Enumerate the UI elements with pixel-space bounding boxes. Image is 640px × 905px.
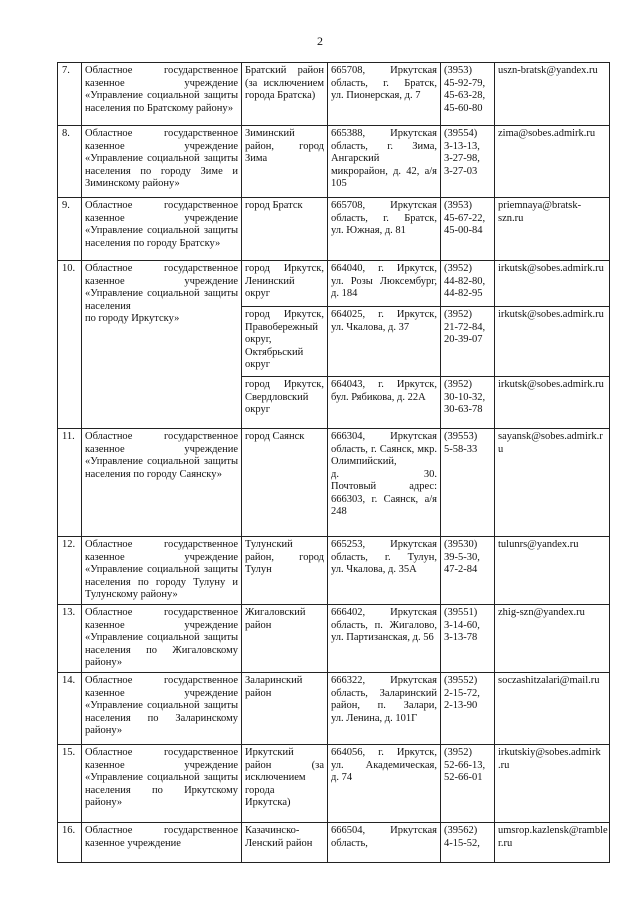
email	[495, 198, 610, 261]
email	[495, 63, 610, 126]
address-line: 248	[331, 506, 347, 517]
phone-line: 45-00-84	[444, 225, 483, 236]
organization-name-line: Областное государственное	[85, 539, 238, 550]
service-area	[242, 307, 328, 377]
service-area-line: округ	[245, 404, 271, 415]
phone-line: 3-27-98,	[444, 153, 480, 164]
address-line: 666504, Иркутская	[331, 825, 437, 836]
organization-name-line: Областное государственное	[85, 128, 238, 139]
service-area	[242, 261, 328, 307]
organization-name-line: казенное учреждение	[85, 443, 238, 455]
organization-name-line: «Управление социальной защиты	[85, 153, 238, 164]
service-area-line: город Иркутск,	[245, 309, 324, 320]
organization-name	[82, 537, 242, 605]
email-line: uszn-bratsk@yandex.ru	[498, 65, 598, 76]
address-line: ул. Южная, д. 81	[331, 225, 406, 236]
address-line: 666402, Иркутская	[331, 607, 437, 618]
address-line: 665388, Иркутская	[331, 128, 437, 139]
phone-line: (39553)	[444, 431, 478, 442]
address-line: бул. Рябикова, д. 22А	[331, 391, 426, 403]
row-number: 12.	[58, 537, 82, 605]
email-line: irkutskiy@sobes.admirk	[498, 747, 601, 758]
phone	[441, 823, 495, 863]
email-line: zima@sobes.admirk.ru	[498, 128, 596, 139]
service-area	[242, 673, 328, 745]
address-line: область, г. Братск,	[331, 212, 437, 224]
service-area	[242, 823, 328, 863]
phone	[441, 63, 495, 126]
email-line: .ru	[498, 759, 510, 771]
organization-name-line: Областное государственное	[85, 825, 238, 836]
phone	[441, 673, 495, 745]
organization-name-line: населения по городу Саянску»	[85, 468, 223, 480]
service-area-line: исключением	[245, 772, 306, 783]
email-line: zhig-szn@yandex.ru	[498, 607, 585, 618]
email-line: priemnaya@bratsk-	[498, 200, 582, 211]
phone-line: (3952)	[444, 263, 472, 274]
email	[495, 537, 610, 605]
organization-name-line: Областное государственное	[85, 263, 238, 274]
organization-name-line: Тулунскому району»	[85, 589, 178, 600]
phone	[441, 198, 495, 261]
organization-name-line: Областное государственное	[85, 200, 238, 211]
email-line: soczashitzalari@mail.ru	[498, 675, 600, 686]
service-area-line: Свердловский	[245, 391, 309, 403]
address-line: область, Заларинский	[331, 687, 437, 699]
email	[495, 605, 610, 673]
table-row	[58, 63, 610, 126]
phone-line: 3-14-60,	[444, 619, 480, 631]
address	[328, 377, 441, 429]
service-area-line: Зима	[245, 153, 268, 164]
email-line: r.ru	[498, 837, 513, 849]
address-line: область,	[331, 837, 368, 849]
phone-line: 2-15-72,	[444, 687, 480, 699]
service-area	[242, 605, 328, 673]
service-area-line: округ,	[245, 334, 272, 345]
phone-line: 3-13-13,	[444, 140, 480, 152]
organization-name	[82, 605, 242, 673]
address	[328, 307, 441, 377]
phone	[441, 537, 495, 605]
phone-line: 47-2-84	[444, 564, 478, 575]
organization-name	[82, 63, 242, 126]
row-number: 7.	[58, 63, 82, 126]
service-area	[242, 429, 328, 537]
email	[495, 673, 610, 745]
organization-name-line: «Управление социальной защиты	[85, 564, 238, 575]
phone-line: (3953)	[444, 200, 472, 211]
service-area-line: Иркутский	[245, 747, 294, 758]
service-area-line: Тулун	[245, 564, 272, 575]
phone-line: (3952)	[444, 747, 472, 758]
address	[328, 537, 441, 605]
service-area-line: округ	[245, 288, 271, 299]
email	[495, 377, 610, 429]
organization-name-line: населения по городу Братску»	[85, 237, 221, 249]
organization-name-line: Областное государственное	[85, 431, 238, 442]
phone-line: 39-5-30,	[444, 551, 480, 563]
organization-name	[82, 673, 242, 745]
table-row	[58, 745, 610, 823]
phone-line: 45-60-80	[444, 102, 483, 114]
phone-line: 52-66-13,	[444, 759, 486, 771]
organization-name	[82, 745, 242, 823]
address-line: район, п. Залари,	[331, 700, 437, 711]
address-line: область, г. Братск,	[331, 77, 437, 89]
organization-name-line: казенное учреждение	[85, 212, 238, 224]
address-line: ул. Пионерская, д. 7	[331, 90, 421, 101]
phone-line: (3952)	[444, 309, 472, 320]
address-line: ул. Академическая,	[331, 759, 437, 771]
address-line: ул. Розы Люксембург,	[331, 275, 437, 287]
email	[495, 307, 610, 377]
organization-name-line: населения по Жигаловскому	[85, 644, 238, 656]
table-row	[58, 429, 610, 537]
phone-line: 20-39-07	[444, 334, 483, 345]
email	[495, 261, 610, 307]
service-area	[242, 745, 328, 823]
address-line: микрорайон, д. 42, а/я	[331, 165, 437, 177]
address-line: Ангарский	[331, 153, 380, 164]
organization-name-line: населения по Заларинскому	[85, 712, 238, 724]
service-area-line: Жигаловский	[245, 607, 306, 618]
address	[328, 198, 441, 261]
address	[328, 261, 441, 307]
service-area-line: Заларинский	[245, 675, 303, 686]
email	[495, 745, 610, 823]
row-number: 13.	[58, 605, 82, 673]
service-area	[242, 377, 328, 429]
phone	[441, 126, 495, 198]
service-area-line: район	[245, 619, 272, 631]
address	[328, 823, 441, 863]
service-area-line: Казачинско-	[245, 825, 300, 836]
table-row	[58, 673, 610, 745]
phone-line: (3953)	[444, 65, 472, 76]
service-area	[242, 63, 328, 126]
address-line: 665253, Иркутская	[331, 539, 437, 550]
organization-name-line: «Управление социальной защиты	[85, 772, 238, 783]
email-line: u	[498, 443, 504, 455]
email-line: irkutsk@sobes.admirk.ru	[498, 263, 604, 274]
row-number: 16.	[58, 823, 82, 863]
organization-name	[82, 198, 242, 261]
table-row	[58, 261, 610, 307]
organization-name-line: казенное учреждение	[85, 140, 238, 152]
organization-name-line: «Управление социальной защиты	[85, 90, 238, 101]
organization-name	[82, 261, 242, 429]
organization-name-line: «Управление социальной защиты	[85, 225, 238, 236]
address-line: Почтовый адрес:	[331, 481, 437, 492]
address-line: 664025, г. Иркутск,	[331, 309, 437, 320]
address	[328, 745, 441, 823]
organization-name-line: району»	[85, 657, 123, 668]
email	[495, 126, 610, 198]
row-number: 15.	[58, 745, 82, 823]
service-area-line: город Иркутск,	[245, 263, 324, 274]
row-number: 10.	[58, 261, 82, 429]
row-number: 11.	[58, 429, 82, 537]
phone-line: 21-72-84,	[444, 321, 486, 333]
email-line: irkutsk@sobes.admirk.ru	[498, 309, 604, 320]
organization-name-line: казенное учреждение	[85, 275, 238, 287]
organization-name-line: «Управление социальной защиты	[85, 700, 238, 711]
address-line: область, г. Зима,	[331, 140, 437, 152]
phone-line: (39562)	[444, 825, 478, 836]
address-line: область, г. Тулун,	[331, 551, 437, 563]
service-area-line: Ленинский	[245, 275, 295, 287]
organization-name-line: Областное государственное	[85, 675, 238, 686]
phone	[441, 377, 495, 429]
address-line: 664040, г. Иркутск,	[331, 263, 437, 274]
organization-name-line: Областное государственное	[85, 747, 238, 758]
service-area-line: город Иркутск,	[245, 379, 324, 390]
phone	[441, 745, 495, 823]
service-area-line: Братский район	[245, 65, 324, 76]
phone-line: 30-63-78	[444, 404, 483, 415]
phone-line: 2-13-90	[444, 700, 478, 711]
phone-line: 52-66-01	[444, 772, 483, 783]
address	[328, 673, 441, 745]
address-line: 665708, Иркутская	[331, 65, 437, 76]
address-line: д. 184	[331, 288, 358, 299]
phone-line: 45-67-22,	[444, 212, 486, 224]
phone-line: 4-15-52,	[444, 837, 480, 849]
row-number: 14.	[58, 673, 82, 745]
service-area-line: Иркутска)	[245, 797, 291, 808]
service-area-line: район, город	[245, 551, 324, 563]
phone-line: 44-82-80,	[444, 275, 486, 287]
address-line: 666303, г. Саянск, а/я	[331, 493, 437, 505]
address-line: 664056, г. Иркутск,	[331, 747, 437, 758]
address-line: ул. Чкалова, д. 37	[331, 321, 410, 333]
address-line: ул. Чкалова, д. 35А	[331, 564, 417, 575]
address-line: ул. Партизанская, д. 56	[331, 632, 434, 643]
table-row	[58, 605, 610, 673]
address-line: область, п. Жигалово,	[331, 619, 437, 631]
address-line: ул. Ленина, д. 101Г	[331, 712, 418, 724]
service-area	[242, 537, 328, 605]
organization-name-line: «Управление социальной защиты	[85, 632, 238, 643]
organization-name-line: казенное учреждение	[85, 837, 181, 849]
organization-name-line: Областное государственное	[85, 607, 238, 618]
address-line: 666304, Иркутская	[331, 431, 437, 442]
page-number: 2	[317, 34, 323, 48]
service-area-line: район, город	[245, 140, 324, 152]
address	[328, 126, 441, 198]
organization-name-line: району»	[85, 797, 123, 808]
address-line: Олимпийский,	[331, 456, 397, 467]
organization-name-line: населения	[85, 300, 131, 312]
address	[328, 63, 441, 126]
email-line: tulunrs@yandex.ru	[498, 539, 579, 550]
organization-name-line: населения по Братскому району»	[85, 102, 234, 114]
phone	[441, 261, 495, 307]
service-area	[242, 126, 328, 198]
address-line: 105	[331, 178, 347, 189]
service-area-line: Тулунский	[245, 539, 293, 550]
organization-name-line: казенное учреждение	[85, 759, 238, 771]
email	[495, 823, 610, 863]
organization-name-line: Зиминскому району»	[85, 178, 180, 189]
organization-name-line: казенное учреждение	[85, 77, 238, 89]
organization-name	[82, 823, 242, 863]
service-area-line: город Саянск	[245, 431, 305, 442]
phone-line: 30-10-32,	[444, 391, 486, 403]
address	[328, 429, 441, 537]
row-number: 8.	[58, 126, 82, 198]
organization-name-line: по городу Иркутску»	[85, 313, 180, 324]
phone-line: 3-27-03	[444, 165, 478, 177]
organization-name-line: населения по Иркутскому	[85, 784, 238, 796]
organization-name-line: населения по городу Зиме и	[85, 165, 238, 177]
address-line: область, г. Саянск, мкр.	[331, 443, 437, 455]
phone	[441, 307, 495, 377]
address	[328, 605, 441, 673]
service-area-line: Зиминский	[245, 128, 295, 139]
organization-name-line: «Управление социальной защиты	[85, 456, 238, 467]
address-line: 664043, г. Иркутск,	[331, 379, 437, 390]
table-row	[58, 537, 610, 605]
table-row	[58, 823, 610, 863]
service-area-line: район	[245, 687, 272, 699]
phone-line: 3-13-78	[444, 632, 478, 643]
service-area-line: Ленский район	[245, 837, 313, 849]
service-area	[242, 198, 328, 261]
organization-name-line: Областное государственное	[85, 65, 238, 76]
address-line: д. 30.	[331, 468, 437, 480]
phone-line: (39530)	[444, 539, 478, 550]
organization-name-line: казенное учреждение	[85, 619, 238, 631]
row-number: 9.	[58, 198, 82, 261]
organization-name	[82, 429, 242, 537]
phone-line: 44-82-95	[444, 288, 483, 299]
organization-name-line: «Управление социальной защиты	[85, 288, 238, 299]
service-area-line: города Братска)	[245, 90, 316, 101]
organization-name-line: казенное учреждение	[85, 551, 238, 563]
table-row	[58, 198, 610, 261]
phone	[441, 429, 495, 537]
email-line: sayansk@sobes.admirk.r	[498, 431, 603, 442]
email-line: irkutsk@sobes.admirk.ru	[498, 379, 604, 390]
organization-name-line: казенное учреждение	[85, 687, 238, 699]
phone-line: (39552)	[444, 675, 478, 686]
email	[495, 429, 610, 537]
phone-line: (3952)	[444, 379, 472, 390]
email-line: umsrop.kazlensk@ramble	[498, 825, 608, 836]
phone-line: (39554)	[444, 128, 478, 139]
phone	[441, 605, 495, 673]
address-line: 666322, Иркутская	[331, 675, 437, 686]
organization-name-line: населения по городу Тулуну и	[85, 576, 238, 588]
phone-line: 45-63-28,	[444, 90, 486, 101]
service-area-line: города	[245, 784, 275, 796]
address-line: 665708, Иркутская	[331, 200, 437, 211]
offices-table	[57, 62, 610, 863]
service-area-line: Октябрьский	[245, 346, 304, 358]
service-area-line: Правобережный	[245, 321, 318, 333]
service-area-line: округ	[245, 359, 271, 370]
service-area-line: район (за	[245, 759, 324, 771]
phone-line: 5-58-33	[444, 443, 478, 455]
phone-line: 45-92-79,	[444, 77, 486, 89]
email-line: szn.ru	[498, 212, 524, 224]
phone-line: (39551)	[444, 607, 478, 618]
table-row	[58, 126, 610, 198]
organization-name-line: району»	[85, 725, 123, 736]
organization-name	[82, 126, 242, 198]
service-area-line: город Братск	[245, 200, 303, 211]
service-area-line: (за исключением	[245, 77, 324, 89]
address-line: д. 74	[331, 772, 353, 783]
